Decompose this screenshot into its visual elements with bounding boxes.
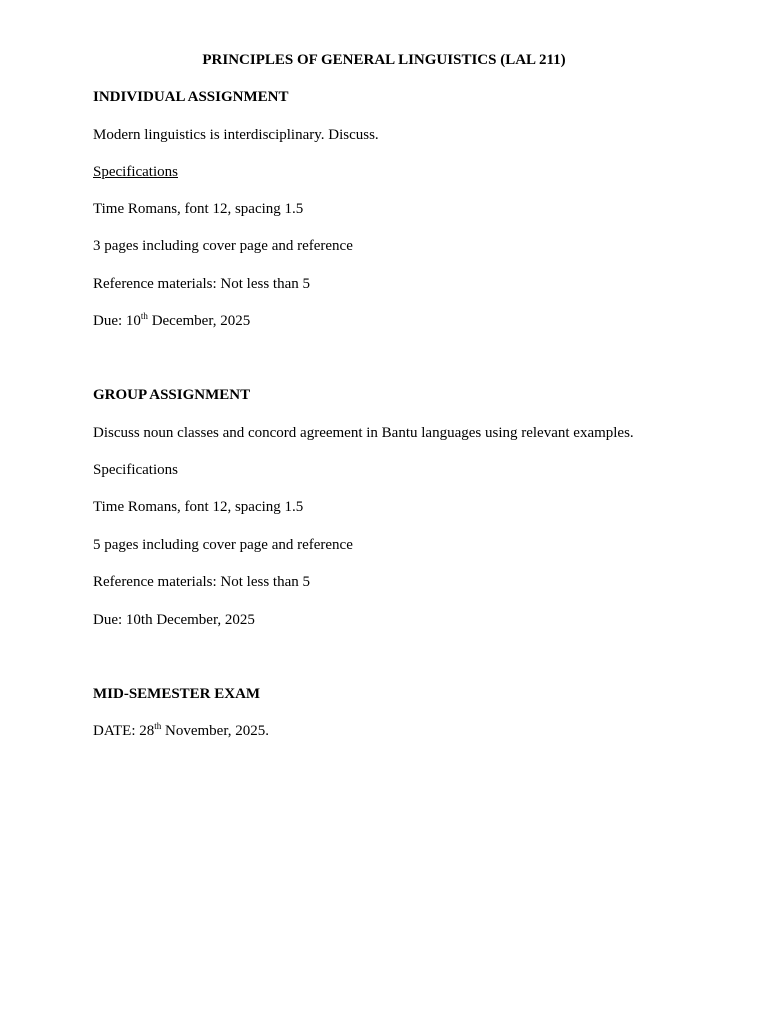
individual-format-spec: Time Romans, font 12, spacing 1.5 xyxy=(93,201,304,217)
individual-due-suffix: December, 2025 xyxy=(147,313,251,329)
individual-specifications-label: Specifications xyxy=(93,164,178,180)
individual-due-date xyxy=(93,312,250,330)
exam-heading: MID-SEMESTER EXAM xyxy=(93,686,261,702)
group-specifications-label: Specifications xyxy=(93,462,178,478)
individual-due-ordinal: th xyxy=(140,311,148,321)
exam-date xyxy=(93,722,269,740)
individual-due-prefix: Due: 10 xyxy=(93,313,141,329)
individual-references-spec: Reference materials: Not less than 5 xyxy=(93,276,311,292)
group-format-spec: Time Romans, font 12, spacing 1.5 xyxy=(93,499,304,515)
exam-date-suffix: November, 2025. xyxy=(161,723,269,739)
group-pages-spec: 5 pages including cover page and reference xyxy=(93,537,353,553)
group-references-spec: Reference materials: Not less than 5 xyxy=(93,574,311,590)
group-question: Discuss noun classes and concord agreement in Bantu languages using relevant examples. xyxy=(93,425,634,441)
group-due-date: Due: 10th December, 2025 xyxy=(93,612,255,628)
individual-question: Modern linguistics is interdisciplinary. Discuss. xyxy=(93,127,379,143)
document-title: PRINCIPLES OF GENERAL LINGUISTICS (LAL 211) xyxy=(202,52,566,68)
group-assignment-heading: GROUP ASSIGNMENT xyxy=(93,387,251,403)
exam-date-ordinal: th xyxy=(154,721,162,731)
individual-assignment-heading: INDIVIDUAL ASSIGNMENT xyxy=(93,89,289,105)
individual-pages-spec: 3 pages including cover page and reference xyxy=(93,238,353,254)
exam-date-prefix: DATE: 28 xyxy=(93,723,155,739)
